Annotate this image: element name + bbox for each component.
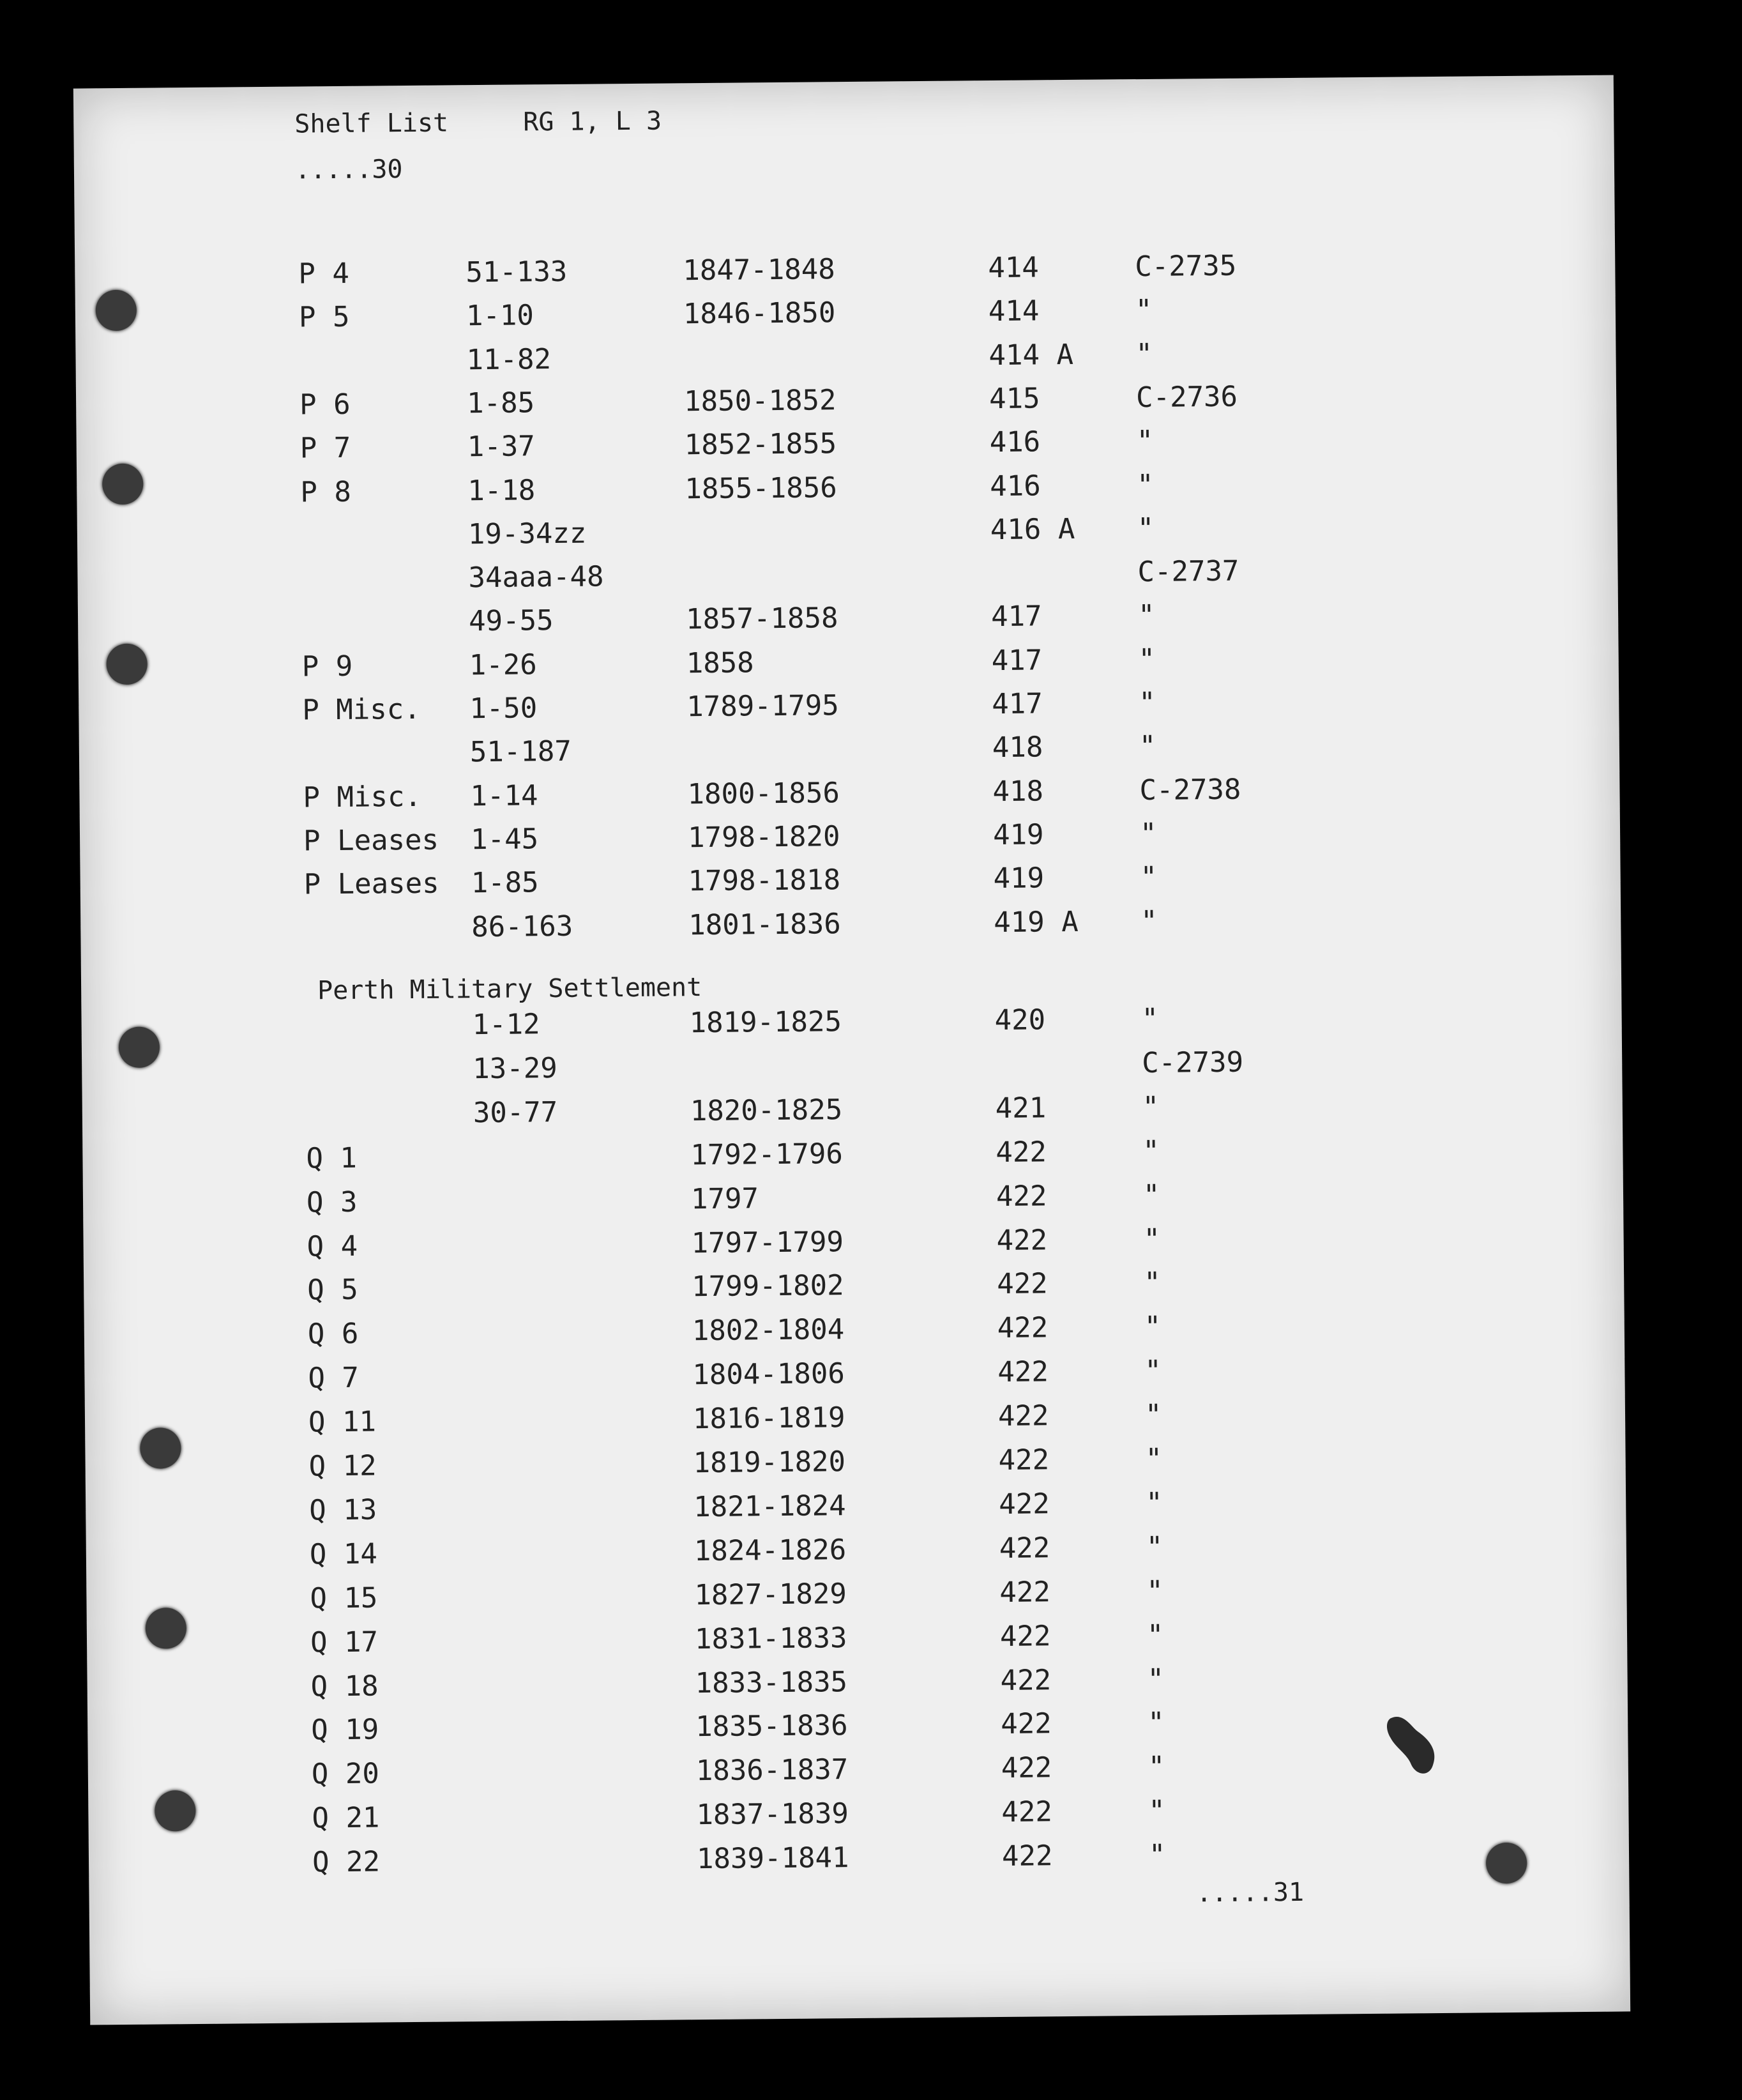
microfilm-reel: " xyxy=(1146,1574,1164,1608)
file-id: Q 1 xyxy=(306,1141,358,1175)
volume-number: 414 A xyxy=(988,338,1074,372)
page-marker-bottom: .....31 xyxy=(1196,1877,1305,1908)
volume-number: 422 xyxy=(999,1532,1050,1565)
shelf-list-table xyxy=(73,75,1630,2025)
file-id: P 9 xyxy=(301,650,353,683)
volume-number: 420 xyxy=(994,1003,1046,1037)
volume-number: 418 xyxy=(992,774,1044,808)
file-id: P 4 xyxy=(298,257,350,291)
item-range: 1-18 xyxy=(467,473,536,507)
microfilm-reel: " xyxy=(1143,1222,1161,1256)
date-range: 1800-1856 xyxy=(687,776,840,810)
item-range: 86-163 xyxy=(471,909,573,943)
date-range: 1852-1855 xyxy=(684,427,837,462)
volume-number: 422 xyxy=(998,1443,1050,1477)
microfilm-reel: " xyxy=(1142,1090,1160,1123)
section-heading: Perth Military Settlement xyxy=(317,973,702,1006)
date-range: 1789-1795 xyxy=(686,689,839,724)
microfilm-reel: " xyxy=(1146,1618,1164,1652)
volume-number: 422 xyxy=(996,1223,1048,1257)
microfilm-reel: " xyxy=(1143,1267,1161,1300)
file-id: Q 7 xyxy=(308,1361,360,1395)
item-range: 1-12 xyxy=(472,1008,540,1042)
file-id: P 7 xyxy=(299,432,351,465)
microfilm-reel: " xyxy=(1137,468,1155,501)
date-range: 1847-1848 xyxy=(683,253,835,287)
microfilm-reel: " xyxy=(1139,686,1156,720)
item-range: 49-55 xyxy=(468,604,554,638)
microfilm-reel: " xyxy=(1140,904,1158,938)
item-range: 13-29 xyxy=(473,1051,557,1086)
file-id: Q 14 xyxy=(309,1537,378,1571)
page-marker-top: .....30 xyxy=(294,155,403,185)
microfilm-reel: " xyxy=(1135,294,1153,327)
item-range: 11-82 xyxy=(466,342,552,376)
file-id: Q 5 xyxy=(307,1274,358,1307)
item-range: 1-45 xyxy=(470,823,539,856)
microfilm-reel: " xyxy=(1141,1002,1159,1036)
microfilm-reel: " xyxy=(1147,1707,1165,1740)
microfilm-reel: " xyxy=(1147,1663,1165,1696)
item-range: 1-10 xyxy=(466,299,534,333)
date-range: 1833-1835 xyxy=(695,1665,848,1700)
file-id: Q 4 xyxy=(307,1229,358,1263)
microfilm-reel: " xyxy=(1144,1354,1162,1388)
volume-number: 419 A xyxy=(994,905,1079,939)
microfilm-reel: " xyxy=(1148,1838,1166,1872)
file-id: P 5 xyxy=(298,301,350,334)
microfilm-reel: " xyxy=(1147,1751,1165,1784)
file-id: Q 6 xyxy=(307,1318,359,1351)
date-range: 1837-1839 xyxy=(696,1797,849,1832)
volume-number: 417 xyxy=(990,600,1042,634)
volume-number: 422 xyxy=(997,1399,1049,1433)
date-range: 1798-1820 xyxy=(687,820,840,855)
date-range: 1819-1820 xyxy=(693,1445,846,1480)
date-range: 1799-1802 xyxy=(692,1269,844,1304)
microfilm-reel: C-2737 xyxy=(1137,554,1239,589)
volume-number: 416 xyxy=(989,425,1041,459)
item-range: 1-85 xyxy=(466,386,535,420)
microfilm-reel: " xyxy=(1145,1442,1163,1476)
date-range: 1804-1806 xyxy=(692,1357,845,1392)
record-group-reference: RG 1, L 3 xyxy=(523,106,662,137)
volume-number: 422 xyxy=(997,1355,1049,1389)
file-id: Q 17 xyxy=(310,1625,379,1659)
microfilm-reel: " xyxy=(1144,1311,1162,1344)
volume-number: 422 xyxy=(1001,1751,1052,1785)
item-range: 30-77 xyxy=(473,1095,558,1129)
volume-number: 414 xyxy=(988,294,1040,328)
volume-number: 422 xyxy=(998,1488,1050,1521)
item-range: 1-50 xyxy=(469,692,538,726)
volume-number: 415 xyxy=(988,382,1040,415)
volume-number: 422 xyxy=(1001,1795,1053,1829)
file-id: Q 22 xyxy=(312,1845,381,1879)
microfilm-reel: " xyxy=(1142,1178,1160,1212)
date-range: 1836-1837 xyxy=(695,1753,849,1788)
item-range: 34aaa-48 xyxy=(468,560,604,595)
volume-number: 416 xyxy=(990,469,1041,503)
shelf-list-title: Shelf List xyxy=(294,108,449,139)
date-range: 1857-1858 xyxy=(685,602,838,636)
date-range: 1858 xyxy=(686,646,754,680)
date-range: 1839-1841 xyxy=(696,1841,849,1876)
microfilm-reel: " xyxy=(1138,643,1156,676)
file-id: Q 13 xyxy=(309,1493,377,1527)
file-id: P 6 xyxy=(299,388,351,422)
volume-number: 419 xyxy=(992,818,1044,851)
date-range: 1802-1804 xyxy=(692,1313,845,1348)
item-range: 1-85 xyxy=(471,866,539,900)
microfilm-reel: " xyxy=(1136,425,1154,458)
microfilm-reel: " xyxy=(1146,1530,1163,1564)
file-id: Q 18 xyxy=(310,1670,379,1703)
microfilm-reel: " xyxy=(1135,337,1153,370)
item-range: 51-133 xyxy=(466,255,568,289)
date-range: 1831-1833 xyxy=(694,1621,847,1655)
date-range: 1850-1852 xyxy=(683,384,837,418)
volume-number: 422 xyxy=(996,1267,1048,1301)
date-range: 1797-1799 xyxy=(691,1225,844,1259)
microfilm-reel: " xyxy=(1137,599,1155,632)
volume-number: 422 xyxy=(1001,1707,1052,1741)
volume-number: 417 xyxy=(992,687,1043,721)
file-id: Q 12 xyxy=(308,1449,377,1483)
volume-number: 422 xyxy=(1000,1663,1052,1697)
file-id: Q 21 xyxy=(312,1801,380,1835)
date-range: 1827-1829 xyxy=(694,1577,847,1611)
volume-number: 416 A xyxy=(990,512,1075,546)
microfilm-reel: " xyxy=(1139,817,1157,850)
document-page xyxy=(73,75,1630,2025)
volume-number: 418 xyxy=(992,731,1043,765)
microfilm-reel: " xyxy=(1137,512,1155,545)
date-range: 1819-1825 xyxy=(689,1005,842,1040)
microfilm-reel: C-2736 xyxy=(1135,380,1238,414)
microfilm-reel: " xyxy=(1144,1398,1162,1432)
file-id: P Leases xyxy=(303,823,439,858)
microfilm-reel: " xyxy=(1139,730,1156,763)
date-range: 1798-1818 xyxy=(688,864,841,898)
volume-number: 422 xyxy=(997,1311,1049,1345)
item-range: 1-26 xyxy=(469,648,537,681)
volume-number: 422 xyxy=(996,1136,1047,1169)
volume-number: 422 xyxy=(999,1619,1051,1653)
date-range: 1846-1850 xyxy=(683,296,836,331)
volume-number: 414 xyxy=(988,251,1040,285)
file-id: Q 11 xyxy=(308,1405,377,1439)
item-range: 51-187 xyxy=(469,735,572,769)
date-range: 1816-1819 xyxy=(692,1401,845,1436)
file-id: P Misc. xyxy=(303,780,422,814)
date-range: 1792-1796 xyxy=(690,1137,844,1171)
item-range: 19-34zz xyxy=(467,517,587,551)
item-range: 1-14 xyxy=(470,779,538,812)
volume-number: 421 xyxy=(995,1092,1047,1125)
item-range: 1-37 xyxy=(467,430,535,464)
volume-number: 422 xyxy=(1001,1839,1053,1873)
microfilm-reel: " xyxy=(1142,1134,1160,1168)
volume-number: 419 xyxy=(993,862,1045,895)
date-range: 1855-1856 xyxy=(685,471,837,505)
date-range: 1820-1825 xyxy=(690,1093,843,1128)
volume-number: 422 xyxy=(996,1179,1047,1213)
date-range: 1824-1826 xyxy=(693,1533,847,1567)
file-id: P Misc. xyxy=(302,692,421,727)
date-range: 1797 xyxy=(690,1182,759,1215)
microfilm-reel: " xyxy=(1148,1794,1166,1828)
date-range: 1835-1836 xyxy=(695,1709,848,1744)
file-id: Q 20 xyxy=(311,1757,380,1791)
microfilm-reel: " xyxy=(1145,1486,1163,1519)
microfilm-reel: C-2735 xyxy=(1135,249,1237,284)
date-range: 1801-1836 xyxy=(688,907,841,941)
volume-number: 422 xyxy=(999,1576,1051,1609)
microfilm-reel: C-2739 xyxy=(1141,1046,1244,1079)
volume-number: 417 xyxy=(991,644,1043,677)
file-id: P Leases xyxy=(303,867,439,901)
date-range: 1821-1824 xyxy=(693,1489,846,1524)
microfilm-reel: " xyxy=(1140,861,1158,894)
microfilm-reel: C-2738 xyxy=(1139,773,1241,807)
file-id: Q 3 xyxy=(306,1185,358,1219)
file-id: Q 19 xyxy=(311,1713,379,1747)
file-id: P 8 xyxy=(300,475,352,509)
file-id: Q 15 xyxy=(310,1581,378,1615)
